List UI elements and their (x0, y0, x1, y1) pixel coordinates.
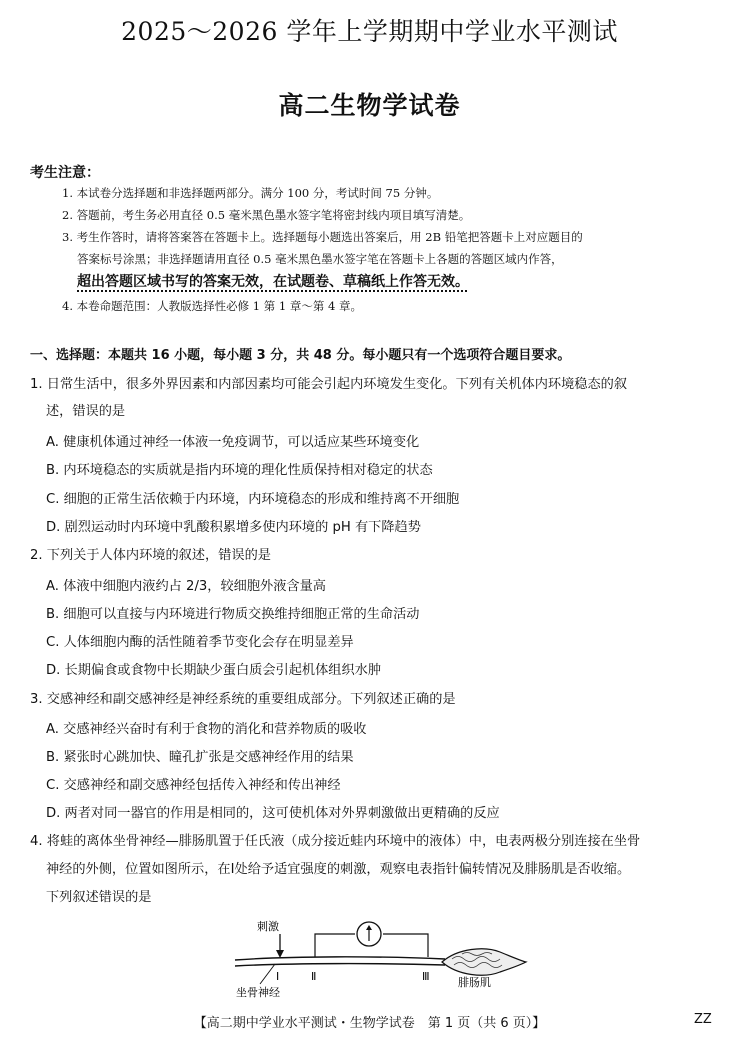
q1-stem-line-2: 述，错误的是 (46, 404, 126, 419)
nerve-muscle-figure (230, 912, 530, 998)
q3-option-b: B. 紧张时心跳加快、瞳孔扩张是交感神经作用的结果 (46, 750, 354, 765)
exam-title: 2025～2026 学年上学期期中学业水平测试 (121, 17, 618, 46)
footer-code: ZZ (694, 1012, 712, 1027)
notice-item-3: 3. 考生作答时，请将答案答在答题卡上。选择题每小题选出答案后，用 2B 铅笔把答题卡上对应题目的 (62, 230, 583, 244)
notice-item-4: 4. 本卷命题范围：人教版选择性必修 1 第 1 章～第 4 章。 (62, 299, 363, 313)
q3-option-d: D. 两者对同一器官的作用是相同的，这可使机体对外界刺激做出更精确的反应 (46, 806, 500, 821)
stimulus-label: 刺激 (257, 920, 279, 933)
meter-wire-left (315, 934, 355, 957)
point-2-label: Ⅱ (311, 970, 317, 983)
q1-option-b: B. 内环境稳态的实质就是指内环境的理化性质保持相对稳定的状态 (46, 463, 433, 478)
q4-stem-line-3: 下列叙述错误的是 (46, 890, 152, 905)
notice-item-3-emphasis: 超出答题区域书写的答案无效，在试题卷、草稿纸上作答无效。 (77, 274, 469, 290)
q2-option-d: D. 长期偏食或食物中长期缺少蛋白质会引起机体组织水肿 (46, 663, 382, 678)
point-3-label: Ⅲ (422, 970, 430, 983)
nerve-upper-edge (235, 957, 445, 960)
exam-subtitle: 高二生物学试卷 (278, 91, 461, 120)
q2-stem: 2. 下列关于人体内环境的叙述，错误的是 (30, 548, 271, 563)
notice-item-1: 1. 本试卷分选择题和非选择题两部分。满分 100 分，考试时间 75 分钟。 (62, 186, 439, 200)
q2-option-c: C. 人体细胞内酶的活性随着季节变化会存在明显差异 (46, 635, 354, 650)
q3-option-c: C. 交感神经和副交感神经包括传入神经和传出神经 (46, 778, 341, 793)
muscle-label: 腓肠肌 (458, 976, 491, 989)
section-heading: 一、选择题：本题共 16 小题，每小题 3 分，共 48 分。每小题只有一个选项符合题目要求。 (30, 348, 571, 363)
q1-stem-line-1: 1. 日常生活中，很多外界因素和内部因素均可能会引起内环境发生变化。下列有关机体内环境稳态的叙 (30, 377, 628, 392)
q1-option-d: D. 剧烈运动时内环境中乳酸积累增多使内环境的 pH 有下降趋势 (46, 520, 421, 535)
point-1-label: Ⅰ (276, 970, 280, 983)
q2-option-a: A. 体液中细胞内液约占 2/3，较细胞外液含量高 (46, 579, 326, 594)
q3-option-a: A. 交感神经兴奋时有利于食物的消化和营养物质的吸收 (46, 722, 367, 737)
q4-stem-line-1: 4. 将蛙的离体坐骨神经—腓肠肌置于任氏液（成分接近蛙内环境中的液体）中，电表两极分别连接在坐骨 (30, 834, 641, 849)
notice-item-3-cont: 答案标号涂黑；非选择题请用直径 0.5 毫米黑色墨水签字笔在答题卡上各题的答题区域内作答， (77, 252, 563, 266)
q3-stem: 3. 交感神经和副交感神经是神经系统的重要组成部分。下列叙述正确的是 (30, 692, 456, 707)
q4-stem-line-2: 神经的外侧，位置如图所示，在Ⅰ处给予适宜强度的刺激，观察电表指针偏转情况及腓肠肌是否收缩。 (46, 862, 631, 877)
q1-option-a: A. 健康机体通过神经一体液一免疫调节，可以适应某些环境变化 (46, 435, 420, 450)
q2-option-b: B. 细胞可以直接与内环境进行物质交换维持细胞正常的生命活动 (46, 607, 420, 622)
stimulus-arrow-head (276, 950, 284, 958)
nerve-label: 坐骨神经 (236, 986, 280, 998)
nerve-pointer-line (260, 964, 275, 984)
notice-heading: 考生注意： (30, 165, 100, 181)
nerve-lower-edge (235, 964, 445, 966)
meter-wire-right (383, 934, 428, 957)
notice-item-2: 2. 答题前，考生务必用直径 0.5 毫米黑色墨水签字笔将密封线内项目填写清楚。 (62, 208, 471, 222)
page-footer: 【高二期中学业水平测试・生物学试卷 第 1 页（共 6 页）】 (193, 1016, 546, 1031)
q1-option-c: C. 细胞的正常生活依赖于内环境，内环境稳态的形成和维持离不开细胞 (46, 492, 460, 507)
